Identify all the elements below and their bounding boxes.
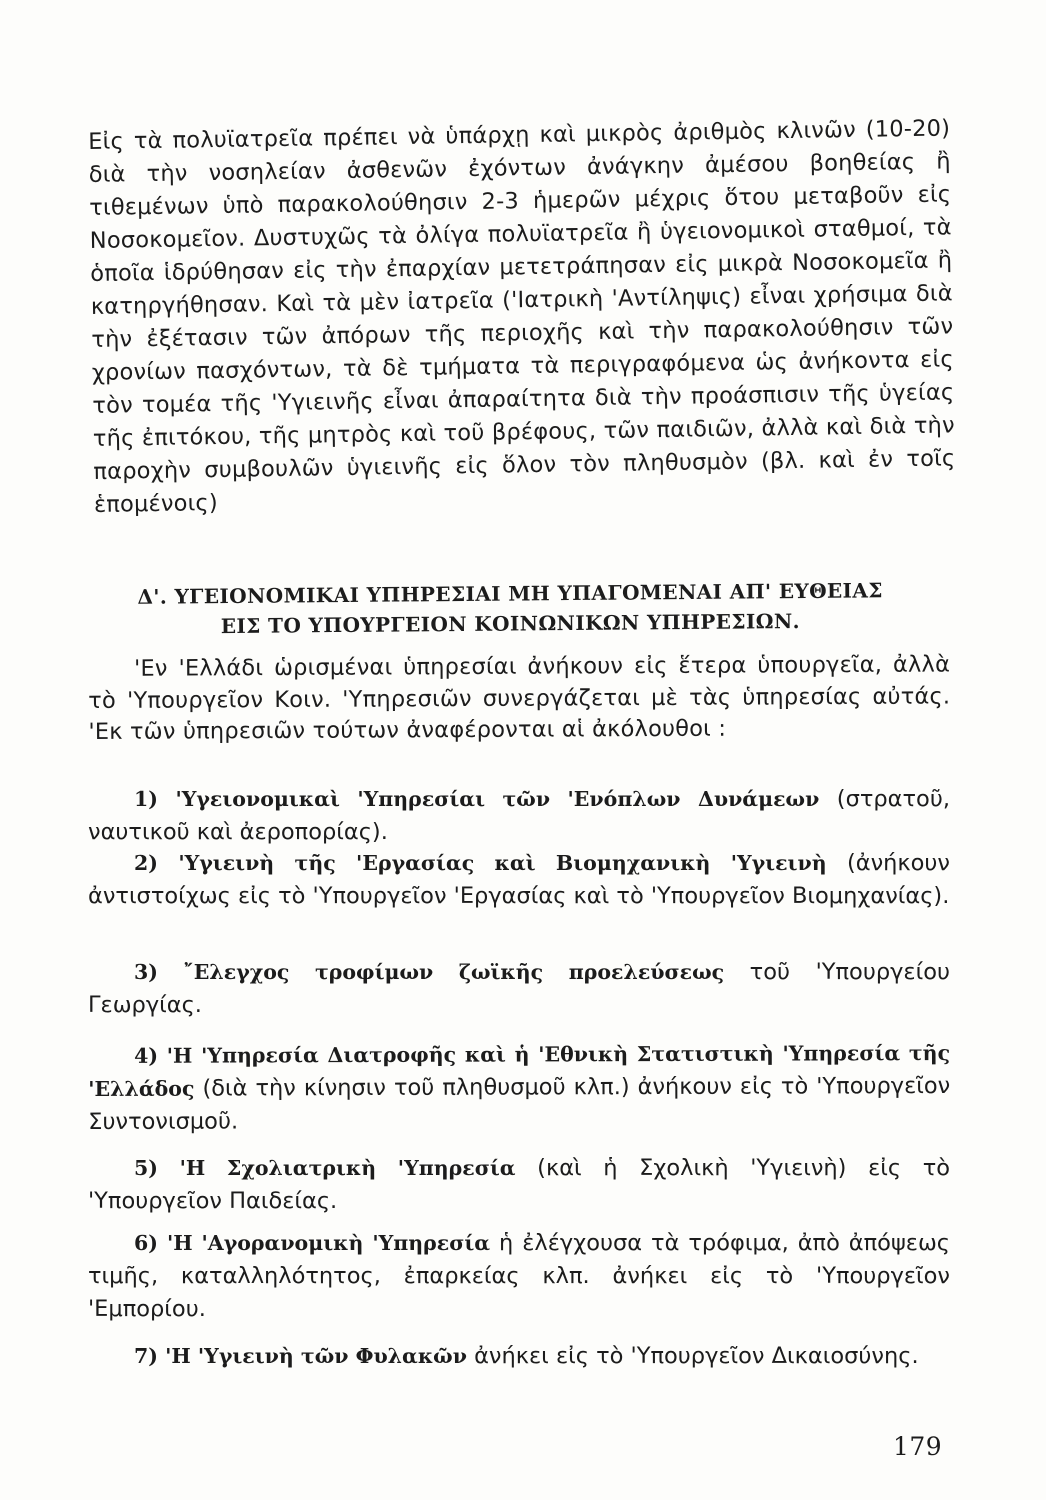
list-item — [88, 1227, 950, 1326]
section-heading-line-1: Δ'. ΥΓΕΙΟΝΟΜΙΚΑΙ ΥΠΗΡΕΣΙΑΙ ΜΗ ΥΠΑΓΟΜΕΝΑΙ ΑΠ' ΕΥΘΕΙΑΣ — [137, 578, 883, 609]
list-item-text: (στρατοῦ, ναυτικοῦ καὶ ἀεροπορίας). — [88, 786, 950, 845]
page-number: 179 — [893, 1432, 943, 1461]
list-item-title: 'Η 'Υγιεινὴ τῶν Φυλακῶν — [165, 1344, 467, 1368]
list-item-number: 6) — [134, 1231, 158, 1255]
section-heading — [115, 575, 905, 642]
lead-paragraph: 'Εν 'Ελλάδι ὡρισμέναι ὑπηρεσίαι ἀνήκουν εἰς ἕτερα ὑπουργεῖα, ἀλλὰ τὸ 'Υπουργεῖον Κοιν. 'Υπηρεσιῶν συνεργάζεται μὲ τὰς ὑπηρεσίας αὐτάς. 'Εκ τῶν ὑπηρεσιῶν τούτων ἀναφέρονται αἱ ἀκόλουθοι : — [88, 651, 951, 745]
list-item — [88, 783, 950, 849]
list-item-text: (καὶ ἡ Σχολικὴ 'Υγιεινὴ) εἰς τὸ 'Υπουργεῖον Παιδείας. — [88, 1155, 951, 1214]
list-item-text: (ἀνήκουν ἀντιστοίχως εἰς τὸ 'Υπουργεῖον 'Εργασίας καὶ τὸ 'Υπουργεῖον Βιομηχανίας). — [88, 850, 951, 909]
list-item-number: 2) — [134, 851, 158, 875]
list-item-number: 4) — [134, 1043, 159, 1068]
section-heading-line-2: ΕΙΣ ΤΟ ΥΠΟΥΡΓΕΙΟΝ ΚΟΙΝΩΝΙΚΩΝ ΥΠΗΡΕΣΙΩΝ. — [220, 609, 801, 639]
list-item-text: ἡ ἐλέγχουσα τὰ τρόφιμα, ἀπὸ ἀπόψεως τιμῆς, καταλληλότητος, ἐπαρκείας κλπ. ἀνήκει εἰς τὸ 'Υπουργεῖον 'Εμπορίου. — [88, 1230, 950, 1322]
list-item-number: 7) — [134, 1344, 158, 1368]
list-item-text: ἀνήκει εἰς τὸ 'Υπουργεῖον Δικαιοσύνης. — [466, 1343, 919, 1369]
list-item-title: ῎Ελεγχος τροφίμων ζωϊκῆς προελεύσεως — [183, 960, 725, 984]
list-item-number: 5) — [134, 1156, 158, 1180]
list-item-number: 3) — [134, 960, 158, 984]
list-item-title: 'Η Σχολιατρικὴ 'Υπηρεσία — [179, 1156, 516, 1180]
list-item-title: 'Η 'Αγορανομικὴ 'Υπηρεσία — [166, 1231, 491, 1255]
list-item-title: 'Η 'Υπηρεσία Διατροφῆς καὶ ἡ 'Εθνικὴ Στατιστικὴ 'Υπηρεσία τῆς 'Ελλάδος — [88, 1040, 951, 1101]
intro-paragraph: Εἰς τὰ πολυϊατρεῖα πρέπει νὰ ὑπάρχῃ καὶ μικρὸς ἀριθμὸς κλινῶν (10-20) διὰ τὴν νοσηλείαν ἀσθενῶν ἐχόντων ἀνάγκην ἀμέσου βοηθείας ἢ τιθεμένων ὑπὸ παρακολούθησιν 2-3 ἡμερῶν μέχρις ὅτου μεταβοῦν εἰς Νοσοκομεῖον. Δυστυχῶς τὰ ὀλίγα πολυϊατρεῖα ἢ ὑγειονομικοὶ σταθμοί, τὰ ὁποῖα ἱδρύθησαν εἰς τὴν ἐπαρχίαν μετετράπησαν εἰς μικρὰ Νοσοκομεῖα ἢ κατηργήθησαν. Καὶ τὰ μὲν ἰατρεῖα ('Ιατρικὴ 'Αντίληψις) εἶναι χρήσιμα διὰ τὴν ἐξέτασιν τῶν ἀπόρων τῆς περιοχῆς καὶ τὴν παρακολούθησιν τῶν χρονίων πασχόντων, τὰ δὲ τμήματα τὰ περιγραφόμενα ὡς ἀνήκοντα εἰς τὸν τομέα τῆς 'Υγιεινῆς εἶναι ἀπαραίτητα διὰ τὴν προάσπισιν τῆς ὑγείας τῆς ἐπιτόκου, τῆς μητρὸς καὶ τοῦ βρέφους, τῶν παιδιῶν, ἀλλὰ καὶ διὰ τὴν παροχὴν συμβουλῶν ὑγιεινῆς εἰς ὅλον τὸν πληθυσμὸν (βλ. καὶ ἐν τοῖς ἑπομένοις) — [88, 115, 956, 518]
list-item — [88, 1152, 950, 1218]
list-item — [88, 1340, 950, 1373]
list-item — [88, 1037, 950, 1139]
list-item — [88, 956, 950, 1022]
list-item-text: τοῦ 'Υπουργείου Γεωργίας. — [88, 959, 950, 1018]
list-item-number: 1) — [134, 787, 158, 811]
list-item-title: 'Υγιεινὴ τῆς 'Εργασίας καὶ Βιομηχανικὴ 'Υγιεινὴ — [178, 851, 827, 875]
list-item-text: (διὰ τὴν κίνησιν τοῦ πληθυσμοῦ κλπ.) ἀνήκουν εἰς τὸ 'Υπουργεῖον Συντονισμοῦ. — [88, 1072, 951, 1135]
list-item — [88, 847, 950, 913]
list-item-title: 'Υγειονομικαὶ 'Υπηρεσίαι τῶν 'Ενόπλων Δυνάμεων — [175, 787, 820, 811]
